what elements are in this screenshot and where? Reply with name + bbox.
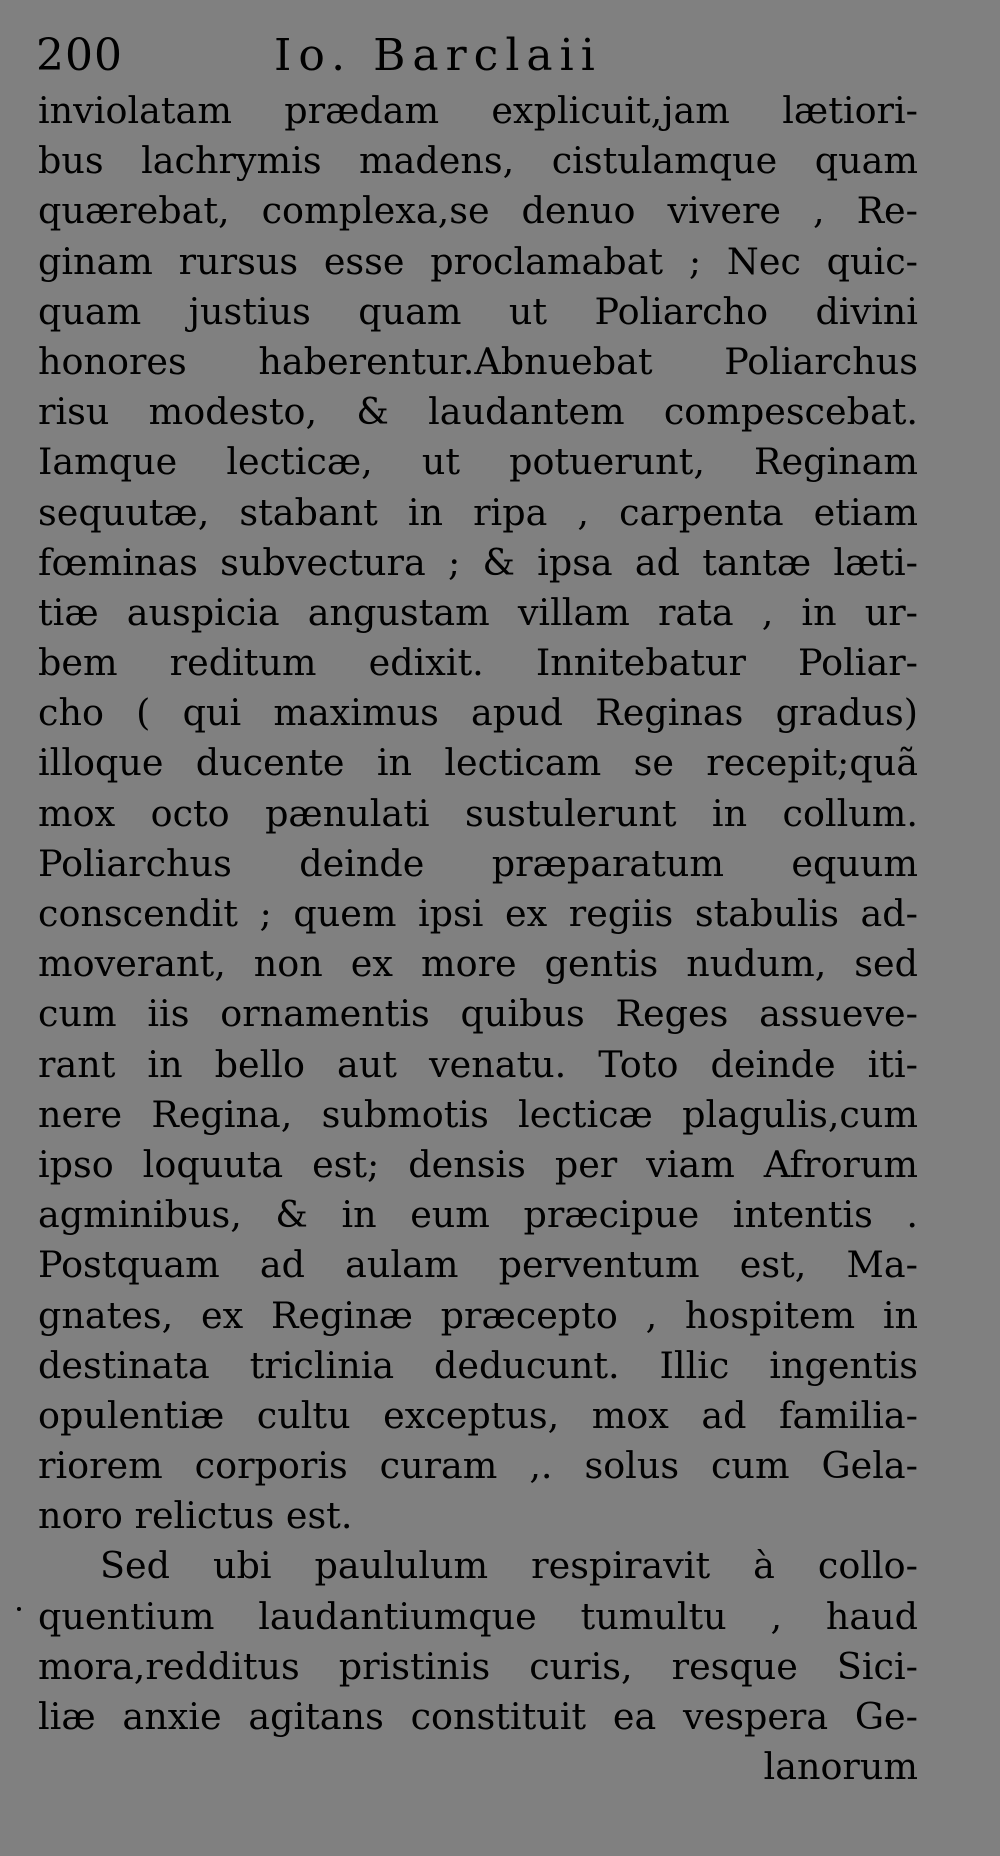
text-line: ginam rursus esse proclamabat ; Nec quic- [38, 239, 918, 283]
text-line: noro relictus est. [38, 1494, 353, 1538]
text-line: bus lachrymis madens, cistulamque quam [38, 139, 918, 183]
paragraph [38, 1541, 918, 1742]
text-line: sequutæ, stabant in ripa , carpenta etiam [38, 490, 918, 534]
text-line: cho ( qui maximus apud Reginas gradus) [38, 691, 918, 735]
text-line: cum iis ornamentis quibus Reges assueve- [38, 992, 918, 1036]
text-line: liæ anxie agitans constituit ea vespera Ge- [38, 1695, 918, 1738]
text-line: quam justius quam ut Poliarcho divini [38, 289, 918, 333]
page-number: 200 [36, 30, 123, 81]
paragraph [38, 86, 918, 1541]
text-line: destinata triclinia deducunt. Illic ingentis [38, 1343, 918, 1387]
text-line: opulentiæ cultu exceptus, mox ad familia- [38, 1393, 918, 1437]
text-line: bem reditum edixit. Innitebatur Poliar- [38, 641, 918, 685]
running-head-title: Io. Barclaii [274, 30, 602, 81]
text-line: mora,redditus pristinis curis, resque Sici- [38, 1644, 918, 1688]
text-line: gnates, ex Reginæ præcepto , hospitem in [38, 1293, 918, 1337]
text-line: nere Regina, submotis lecticæ plagulis,cum [38, 1092, 918, 1136]
running-head [36, 26, 976, 86]
text-line: quentium laudantiumque tumultu , haud [38, 1594, 918, 1638]
text-line: quærebat, complexa,se denuo vivere , Re- [38, 189, 918, 233]
text-line: Postquam ad aulam perventum est, Ma- [38, 1243, 918, 1287]
catchword: lanorum [763, 1745, 918, 1789]
text-line: risu modesto, & laudantem compescebat. [38, 390, 918, 434]
text-line: riorem corporis curam ,. solus cum Gela- [38, 1444, 918, 1488]
text-line: Poliarchus deinde præparatum equum [38, 841, 918, 885]
body-text [38, 86, 918, 1792]
text-line: ipso loquuta est; densis per viam Afrorum [38, 1142, 918, 1186]
text-line: Iamque lecticæ, ut potuerunt, Reginam [38, 440, 918, 484]
text-line: moverant, non ex more gentis nudum, sed [38, 942, 918, 986]
text-line: agminibus, & in eum præcipue intentis . [38, 1193, 918, 1237]
text-line: mox octo pænulati sustulerunt in collum. [38, 791, 918, 835]
ink-speck [17, 1607, 21, 1611]
text-line: conscendit ; quem ipsi ex regiis stabulis ad- [38, 892, 918, 935]
text-line: illoque ducente in lecticam se recepit;quã [38, 741, 918, 785]
text-line: tiæ auspicia angustam villam rata , in ur- [38, 590, 918, 634]
text-line: rant in bello aut venatu. Toto deinde iti- [38, 1042, 918, 1086]
text-line: fœminas subvectura ; & ipsa ad tantæ læti- [38, 540, 918, 584]
text-line: honores haberentur.Abnuebat Poliarchus [38, 339, 918, 383]
text-line: inviolatam prædam explicuit,jam lætiori- [38, 89, 918, 132]
text-line: Sed ubi paululum respiravit à collo- [100, 1544, 918, 1588]
